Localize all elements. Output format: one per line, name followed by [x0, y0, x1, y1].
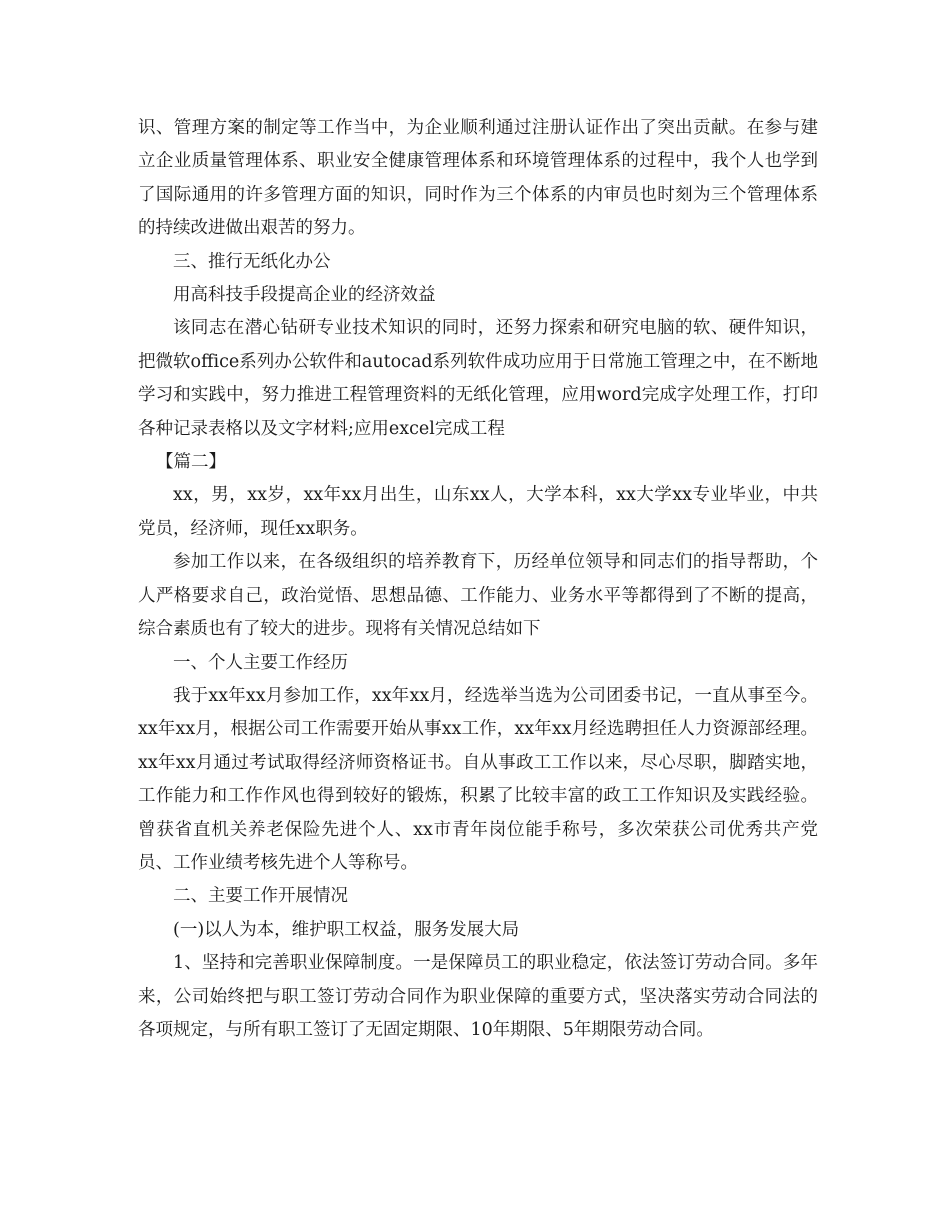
section-heading-paperless-office: 三、推行无纸化办公	[173, 251, 331, 272]
document-body	[138, 112, 818, 1047]
paragraph-personal-info: xx，男，xx岁，xx年xx月出生，山东xx人，大学本科，xx大学xx专业毕业，中共党员，经济师，现任xx职务。	[138, 485, 818, 539]
section-heading-work-history: 一、个人主要工作经历	[173, 652, 348, 673]
paragraph-introduction: 参加工作以来，在各级组织的培养教育下，历经单位领导和同志们的指导帮助，个人严格要求自己，政治觉悟、思想品德、工作能力、业务水平等都得到了不断的提高，综合素质也有了较大的进步。现将有关情况总结如下	[138, 552, 818, 640]
paragraph-continuation: 识、管理方案的制定等工作当中，为企业顺利通过注册认证作出了突出贡献。在参与建立企业质量管理体系、职业安全健康管理体系和环境管理体系的过程中，我个人也学到了国际通用的许多管理方面的知识，同时作为三个体系的内审员也时刻为三个管理体系的持续改进做出艰苦的努力。	[138, 118, 818, 239]
paragraph-software-skills: 该同志在潜心钻研专业技术知识的同时，还努力探索和研究电脑的软、硬件知识，把微软office系列办公软件和autocad系列软件成功应用于日常施工管理之中，在不断地学习和实践中，努力推进工程管理资料的无纸化管理，应用word完成字处理工作，打印各种记录表格以及文字材料;应用excel完成工程	[138, 318, 818, 439]
paragraph-job-security: 1、坚持和完善职业保障制度。一是保障员工的职业稳定，依法签订劳动合同。多年来，公司始终把与职工签订劳动合同作为职业保障的重要方式，坚决落实劳动合同法的各项规定，与所有职工签订了无固定期限、10年期限、5年期限劳动合同。	[138, 953, 818, 1040]
paragraph-work-history: 我于xx年xx月参加工作，xx年xx月，经选举当选为公司团委书记，一直从事至今。xx年xx月，根据公司工作需要开始从事xx工作，xx年xx月经选聘担任人力资源部经理。xx年xx月通过考试取得经济师资格证书。自从事政工工作以来，尽心尽职，脚踏实地，工作能力和工作作风也得到较好的锻炼，积累了比较丰富的政工工作知识及实践经验。曾获省直机关养老保险先进个人、xx市青年岗位能手称号，多次荣获公司优秀共产党员、工作业绩考核先进个人等称号。	[138, 685, 818, 873]
section-heading-main-work: 二、主要工作开展情况	[173, 886, 348, 907]
subheading-high-tech: 用高科技手段提高企业的经济效益	[173, 285, 436, 306]
section-tag-part-two: 【篇二】	[156, 452, 226, 473]
subheading-people-oriented: (一)以人为本，维护职工权益，服务发展大局	[173, 919, 520, 940]
